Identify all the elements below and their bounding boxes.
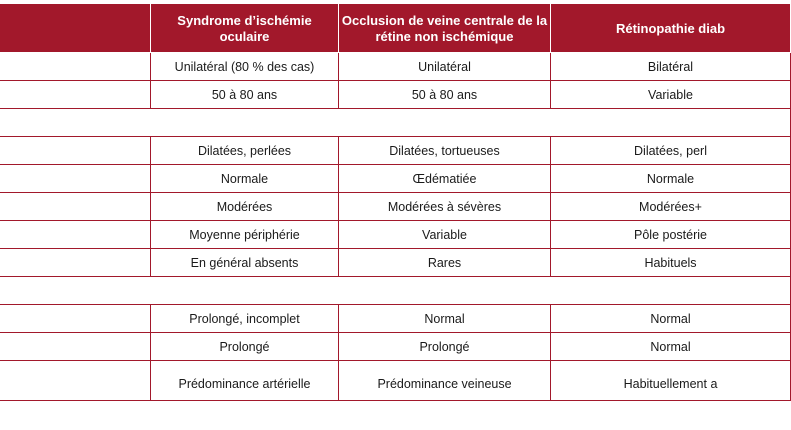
- table-row: [0, 137, 791, 165]
- table-cell: Bilatéral: [551, 53, 791, 81]
- table-cell: Prédominance veineuse: [339, 361, 551, 401]
- section-title: [0, 109, 791, 137]
- section-row-fluorescein: [0, 277, 791, 305]
- table-cell: Pôle postérie: [551, 221, 791, 249]
- table-cell: Normal: [339, 305, 551, 333]
- table-cell: Modérées+: [551, 193, 791, 221]
- table-cell: En général absents: [151, 249, 339, 277]
- table-row: [0, 305, 791, 333]
- table-cell: Prolongé: [339, 333, 551, 361]
- row-label: [0, 249, 151, 277]
- table-cell: Dilatées, perlées: [151, 137, 339, 165]
- table-row: [0, 81, 791, 109]
- row-label: [0, 137, 151, 165]
- section-title: [0, 277, 791, 305]
- table-cell: Variable: [551, 81, 791, 109]
- table-cell: 50 à 80 ans: [339, 81, 551, 109]
- row-label: [0, 81, 151, 109]
- table-row: [0, 221, 791, 249]
- row-label: [0, 361, 151, 401]
- row-label: [0, 305, 151, 333]
- header-diabetic-retinopathy: Rétinopathie diab: [551, 5, 791, 53]
- table-row: [0, 249, 791, 277]
- header-criteria: [0, 5, 151, 53]
- table-cell: 50 à 80 ans: [151, 81, 339, 109]
- header-ocular-ischemic-syndrome: Syndrome d’ischémie oculaire: [151, 5, 339, 53]
- table-cell: Unilatéral (80 % des cas): [151, 53, 339, 81]
- table-cell: Dilatées, tortueuses: [339, 137, 551, 165]
- table-cell: Moyenne périphérie: [151, 221, 339, 249]
- table-row: [0, 361, 791, 401]
- table-cell: Normale: [551, 165, 791, 193]
- table-cell: Modérées: [151, 193, 339, 221]
- table-cell: Prolongé, incomplet: [151, 305, 339, 333]
- table-cell: Normal: [551, 305, 791, 333]
- table-cell: Modérées à sévères: [339, 193, 551, 221]
- table-cell: Prolongé: [151, 333, 339, 361]
- table-cell: Normal: [551, 333, 791, 361]
- table-cell: Rares: [339, 249, 551, 277]
- comparison-table: [0, 4, 791, 401]
- table-cell: Habituellement a: [551, 361, 791, 401]
- table-row: [0, 193, 791, 221]
- table-row: [0, 53, 791, 81]
- table-row: [0, 165, 791, 193]
- row-label: [0, 193, 151, 221]
- section-row-fundus: [0, 109, 791, 137]
- row-label: [0, 221, 151, 249]
- table-cell: Dilatées, perl: [551, 137, 791, 165]
- row-label: [0, 53, 151, 81]
- row-label: [0, 165, 151, 193]
- table-row: [0, 333, 791, 361]
- table-cell: Œdématiée: [339, 165, 551, 193]
- table-cell: Normale: [151, 165, 339, 193]
- table-cell: Unilatéral: [339, 53, 551, 81]
- row-label: [0, 333, 151, 361]
- table-cell: Prédominance artérielle: [151, 361, 339, 401]
- header-crvo-non-ischemic: Occlusion de veine centrale de la rétine non ischémique: [339, 5, 551, 53]
- table-header-row: [0, 5, 791, 53]
- table-cell: Variable: [339, 221, 551, 249]
- table-cell: Habituels: [551, 249, 791, 277]
